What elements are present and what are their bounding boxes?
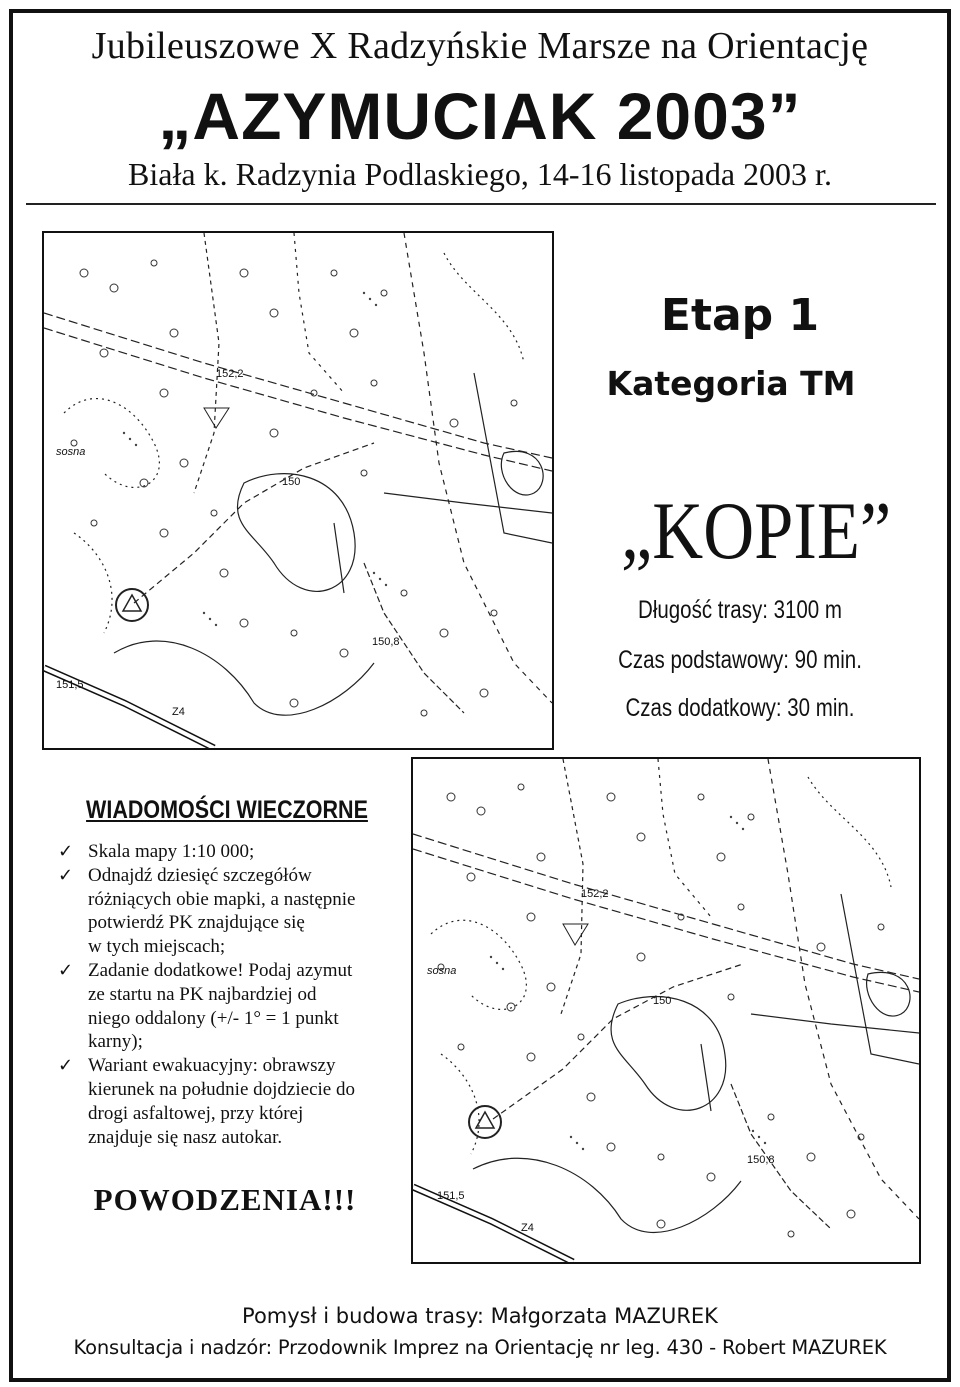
map-tree-label: sosna — [427, 965, 457, 977]
evening-news-heading: WIADOMOŚCI WIECZORNE — [86, 796, 368, 824]
extra-time: Czas dodatkowy: 30 min. — [625, 694, 855, 722]
map-original — [42, 231, 554, 750]
event-place-date: Biała k. Radzynia Podlaskiego, 14-16 listopada 2003 r. — [128, 156, 832, 192]
event-series-title: Jubileuszowe X Radzyńskie Marsze na Orientację — [91, 25, 869, 67]
map-modified — [411, 757, 921, 1264]
route-length: Długość trasy: 3100 m — [638, 596, 842, 624]
checkmark-icon: ✓ — [58, 1055, 74, 1077]
footer-consultation: Konsultacja i nadzór: Przodownik Imprez na Orientację nr leg. 430 - Robert MAZUREK — [73, 1336, 887, 1359]
map-height-label: 152,2 — [216, 368, 244, 380]
footer-author: Pomysł i budowa trasy: Małgorzata MAZUREK — [242, 1304, 718, 1328]
map-road-label: Z4 — [172, 706, 185, 718]
checkmark-icon: ✓ — [58, 864, 74, 886]
checkmark-icon: ✓ — [58, 841, 74, 862]
map-height-label: 150,8 — [372, 636, 400, 648]
stage-name: „KOPIE” — [621, 485, 892, 576]
map-road-label: Z4 — [521, 1222, 534, 1234]
list-item: ✓ Skala mapy 1:10 000; — [58, 841, 255, 862]
base-time: Czas podstawowy: 90 min. — [618, 646, 862, 674]
topographic-map-1 — [44, 233, 552, 748]
map-height-label: 150,8 — [747, 1154, 775, 1166]
good-luck-text: POWODZENIA!!! — [93, 1182, 357, 1217]
topographic-map-2 — [413, 759, 919, 1262]
stage-number: Etap 1 — [660, 290, 820, 341]
map-height-label: 150 — [282, 476, 301, 488]
map-height-label: 150 — [653, 995, 672, 1007]
map-height-label: 152,2 — [581, 888, 609, 900]
list-item: ✓ Wariant ewakuacyjny: obrawszy kierunek na południe dojdziecie do drogi asfaltowej, przy której znajduje się nasz autokar. — [58, 1055, 355, 1148]
checkmark-icon: ✓ — [58, 959, 74, 981]
instructions-list — [54, 840, 399, 1149]
header-divider — [26, 203, 936, 205]
event-title: „AZYMUCIAK 2003” — [158, 79, 802, 153]
list-item: ✓ Zadanie dodatkowe! Podaj azymut ze startu na PK najbardziej od niego oddalony (+/- 1° = 1 punkt karny); — [58, 959, 353, 1053]
stage-category: Kategoria TM — [606, 364, 856, 403]
map-tree-label: sosna — [56, 446, 86, 458]
map-height-label: 151,5 — [437, 1190, 465, 1202]
map-height-label: 151,5 — [56, 679, 84, 691]
list-item: ✓ Odnajdź dziesięć szczegółów różniących obie mapki, a następnie potwierdź PK znajdujące się w tych miejscach; — [58, 864, 356, 958]
